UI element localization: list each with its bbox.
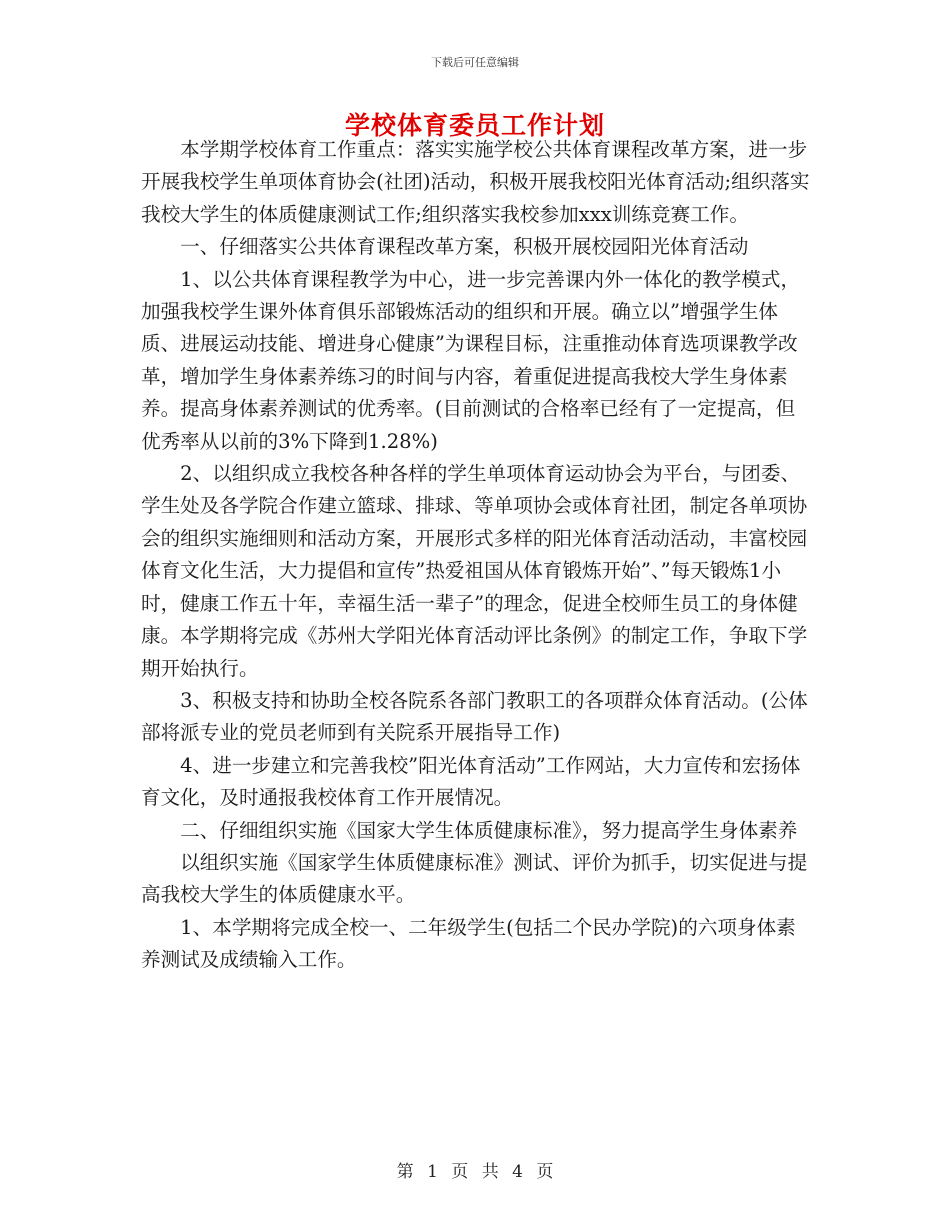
page-label-mid: 页 — [451, 1162, 469, 1182]
document-title: 学校体育委员工作计划 — [344, 111, 605, 140]
page-current-number: 1 — [427, 1162, 438, 1182]
page-footer — [0, 1157, 950, 1182]
paragraph-item-2-1: 1、本学期将完成全校一、二年级学生(包括二个民办学院)的六项身体素养测试及成绩输入工作。 — [141, 915, 796, 972]
page-label-of: 共 — [481, 1162, 499, 1182]
paragraph-item-1-3: 3、积极支持和协助全校各院系各部门教职工的各项群众体育活动。(公体部将派专业的党员老师到有关院系开展指导工作) — [141, 688, 808, 745]
paragraph-item-1-4: 4、进一步建立和完善我校”阳光体育活动”工作网站，大力宣传和宏扬体育文化，及时通报我校体育工作开展情况。 — [141, 753, 801, 810]
paragraph-intro: 本学期学校体育工作重点：落实实施学校公共体育课程改革方案，进一步开展我校学生单项体育协会(社团)活动，积极开展我校阳光体育活动;组织落实我校大学生的体质健康测试工作;组织落实我校参加xxx训练竞赛工作。 — [141, 138, 810, 226]
page-total-number: 4 — [512, 1162, 523, 1182]
paragraph-item-1-2: 2、以组织成立我校各种各样的学生单项体育运动协会为平台，与团委、学生处及各学院合作建立篮球、排球、等单项协会或体育社团，制定各单项协会的组织实施细则和活动方案，开展形式多样的阳光体育活动活动，丰富校园体育文化生活，大力提倡和宣传”热爱祖国从体育锻炼开始”、”每天锻炼1小时，健康工作五十年，幸福生活一辈子”的理念，促进全校师生员工的身体健康。本学期将完成《苏州大学阳光体育活动评比条例》的制定工作，争取下学期开始执行。 — [141, 462, 808, 680]
section-heading-2: 二、仔细组织实施《国家大学生体质健康标准》，努力提高学生身体素养 — [141, 818, 798, 842]
section-heading-1: 一、仔细落实公共体育课程改革方案，积极开展校园阳光体育活动 — [141, 235, 749, 259]
page-header-note: 下载后可任意编辑 — [431, 56, 519, 69]
paragraph-section-2-intro: 以组织实施《国家学生体质健康标准》测试、评价为抓手，切实促进与提高我校大学生的体质健康水平。 — [141, 850, 808, 907]
page-label-prefix: 第 — [396, 1162, 414, 1182]
paragraph-item-1-1: 1、以公共体育课程教学为中心，进一步完善课内外一体化的教学模式，加强我校学生课外体育俱乐部锻炼活动的组织和开展。确立以”增强学生体质、进展运动技能、增进身心健康”为课程目标，注重推动体育选项课教学改革，增加学生身体素养练习的时间与内容，着重促进提高我校大学生身体素养。提高身体素养测试的优秀率。(目前测试的合格率已经有了一定提高，但优秀率从以前的3%下降到1.28%) — [141, 267, 801, 453]
page-label-suffix: 页 — [536, 1162, 554, 1182]
document-body — [141, 134, 813, 977]
